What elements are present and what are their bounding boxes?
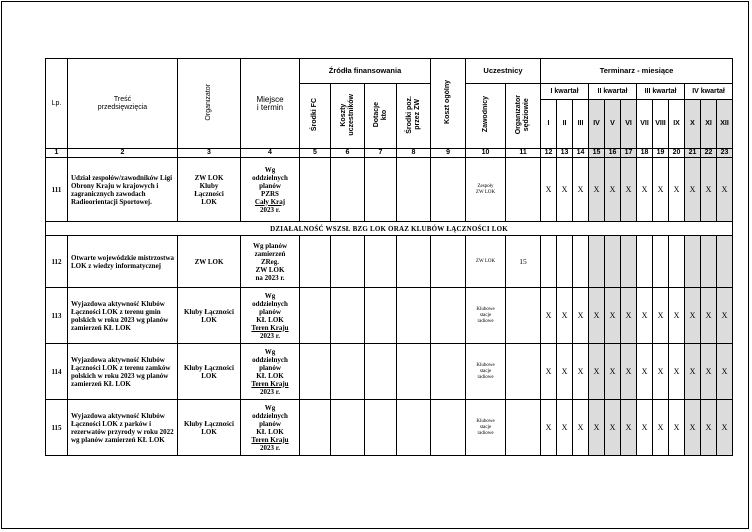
column-number: 22	[701, 149, 717, 158]
month-cell-11: X	[701, 400, 717, 456]
empty-cell	[397, 158, 431, 222]
miejsce-area: Teren Kraju	[251, 435, 289, 444]
row-zawodnicy: ZW LOK	[466, 236, 506, 288]
empty-cell	[331, 344, 365, 400]
month-cell-11	[701, 236, 717, 288]
column-number: 20	[669, 149, 685, 158]
month-header-8: VIII	[653, 100, 669, 149]
month-cell-12: X	[717, 158, 733, 222]
table-row	[46, 288, 733, 344]
column-number: 19	[653, 149, 669, 158]
month-header-7: VII	[637, 100, 653, 149]
miejsce-line: oddzielnych	[252, 173, 288, 182]
month-cell-12: X	[717, 288, 733, 344]
month-cell-8: X	[653, 344, 669, 400]
miejsce-area: Teren Kraju	[251, 323, 289, 332]
row-zawodnicy: Klubowe stacje radiowe	[466, 288, 506, 344]
row-lp: 112	[46, 236, 68, 288]
month-cell-8	[653, 236, 669, 288]
header-uczestnicy: Uczestnicy	[466, 59, 541, 84]
month-cell-7: X	[637, 400, 653, 456]
miejsce-year: 2023 r.	[260, 443, 280, 452]
miejsce-line: Wg planów	[252, 241, 288, 250]
miejsce-line: Wg	[264, 165, 276, 174]
section-title: DZIAŁALNOŚĆ WSZSŁ BZG LOK ORAZ KLUBÓW ŁĄCZNOŚCI LOK	[46, 222, 733, 236]
column-number: 8	[397, 149, 431, 158]
row-organizator: Kluby Łączności LOK	[178, 344, 241, 400]
miejsce-line: Wg	[264, 291, 276, 300]
column-number: 5	[300, 149, 331, 158]
month-cell-7: X	[637, 158, 653, 222]
row-lp: 114	[46, 344, 68, 400]
month-header-6: VI	[621, 100, 637, 149]
month-cell-10: X	[685, 400, 701, 456]
quarter-4: IV kwartał	[685, 84, 733, 100]
column-number: 16	[605, 149, 621, 158]
quarter-3: III kwartał	[637, 84, 685, 100]
miejsce-line: Wg	[264, 403, 276, 412]
month-cell-12	[717, 236, 733, 288]
month-cell-7: X	[637, 344, 653, 400]
month-cell-2: X	[557, 400, 573, 456]
miejsce-area: Cały Kraj	[254, 197, 286, 206]
column-number: 21	[685, 149, 701, 158]
miejsce-line: planów	[259, 419, 281, 428]
row-lp: 111	[46, 158, 68, 222]
month-cell-5	[605, 236, 621, 288]
month-cell-9: X	[669, 288, 685, 344]
month-cell-7: X	[637, 288, 653, 344]
miejsce-line: zamierzeń	[254, 249, 286, 258]
month-cell-6: X	[621, 158, 637, 222]
row-sedziowie: 15	[506, 236, 541, 288]
month-header-9: IX	[669, 100, 685, 149]
row-miejsce	[241, 288, 300, 344]
empty-cell	[365, 400, 397, 456]
column-number: 7	[365, 149, 397, 158]
empty-cell	[300, 288, 331, 344]
month-cell-11: X	[701, 288, 717, 344]
month-header-5: V	[605, 100, 621, 149]
empty-cell	[365, 344, 397, 400]
miejsce-line: ZW LOK	[255, 265, 285, 274]
month-cell-11: X	[701, 158, 717, 222]
column-number: 1	[46, 149, 68, 158]
month-cell-9: X	[669, 344, 685, 400]
miejsce-line: planów	[259, 307, 281, 316]
empty-cell	[300, 158, 331, 222]
row-miejsce	[241, 236, 300, 288]
month-cell-12: X	[717, 344, 733, 400]
month-cell-1: X	[541, 288, 557, 344]
miejsce-line: KŁ LOK	[256, 371, 284, 380]
empty-cell	[331, 236, 365, 288]
month-cell-6: X	[621, 400, 637, 456]
column-number: 9	[431, 149, 466, 158]
miejsce-line: PZRS	[261, 189, 279, 198]
table-row	[46, 158, 733, 222]
row-zawodnicy: Klubowe stacje radiowe	[466, 344, 506, 400]
month-cell-3: X	[573, 158, 589, 222]
month-cell-6	[621, 236, 637, 288]
month-cell-10	[685, 236, 701, 288]
month-cell-3: X	[573, 288, 589, 344]
month-cell-9	[669, 236, 685, 288]
row-miejsce	[241, 344, 300, 400]
row-tresc: Udział zespołów/zawodników Ligi Obrony Kraju w krajowych i zagranicznych zawodach Radioorientacji Sportowej.	[68, 158, 178, 222]
month-cell-9: X	[669, 400, 685, 456]
row-miejsce	[241, 158, 300, 222]
column-number: 2	[68, 149, 178, 158]
month-cell-1	[541, 236, 557, 288]
miejsce-line: planów	[259, 363, 281, 372]
row-tresc: Wyjazdowa aktywność Klubów Łączności LOK z terenu gmin polskich w roku 2023 wg planów zamierzeń KŁ LOK	[68, 288, 178, 344]
row-zawodnicy: Klubowe stacje radiowe	[466, 400, 506, 456]
header-miejsce: Miejsce i termin	[241, 59, 300, 149]
miejsce-line: oddzielnych	[252, 411, 288, 420]
miejsce-year: 2023 r.	[260, 331, 280, 340]
empty-cell	[331, 400, 365, 456]
month-header-12: XII	[717, 100, 733, 149]
row-organizator: Kluby Łączności LOK	[178, 288, 241, 344]
month-cell-5: X	[605, 158, 621, 222]
month-header-11: XI	[701, 100, 717, 149]
month-cell-4: X	[589, 400, 605, 456]
month-cell-7	[637, 236, 653, 288]
column-number: 14	[573, 149, 589, 158]
column-number: 12	[541, 149, 557, 158]
table-row	[46, 400, 733, 456]
header-srodki-zw: Środki poz. przez ZW	[397, 84, 431, 149]
row-sedziowie	[506, 288, 541, 344]
table-row	[46, 344, 733, 400]
month-header-4: IV	[589, 100, 605, 149]
month-cell-6: X	[621, 344, 637, 400]
miejsce-line: KŁ LOK	[256, 315, 284, 324]
header-koszt: Koszt ogólny	[431, 59, 466, 149]
miejsce-line: na 2023 r.	[255, 273, 285, 282]
month-cell-10: X	[685, 158, 701, 222]
row-sedziowie	[506, 400, 541, 456]
empty-cell	[431, 236, 466, 288]
empty-cell	[300, 344, 331, 400]
month-cell-3: X	[573, 400, 589, 456]
empty-cell	[365, 236, 397, 288]
month-cell-11: X	[701, 344, 717, 400]
column-number: 3	[178, 149, 241, 158]
row-tresc: Wyjazdowa aktywność Klubów Łączności LOK z terenu zamków polskich w roku 2023 wg planów zamierzeń KŁ LOK	[68, 344, 178, 400]
miejsce-line: KŁ LOK	[256, 427, 284, 436]
month-cell-1: X	[541, 158, 557, 222]
empty-cell	[431, 288, 466, 344]
quarter-2: II kwartał	[589, 84, 637, 100]
header-zawodnicy: Zawodnicy	[466, 84, 506, 149]
month-cell-6: X	[621, 288, 637, 344]
header-lp: Lp.	[46, 59, 68, 149]
row-tresc: Wyjazdowa aktywność Klubów Łączności LOK z parków i rezerwatów przyrody w roku 2022 wg planów zamierzeń KŁ LOK	[68, 400, 178, 456]
month-cell-2: X	[557, 158, 573, 222]
row-sedziowie	[506, 344, 541, 400]
miejsce-area: Teren Kraju	[251, 379, 289, 388]
empty-cell	[397, 344, 431, 400]
miejsce-line: oddzielnych	[252, 355, 288, 364]
miejsce-line: oddzielnych	[252, 299, 288, 308]
header-terminarz: Terminarz - miesiące	[541, 59, 733, 84]
empty-cell	[365, 288, 397, 344]
section-row	[46, 222, 733, 236]
empty-cell	[431, 400, 466, 456]
header-srodki-fc: Środki FC	[300, 84, 331, 149]
row-organizator: ZW LOK	[178, 236, 241, 288]
month-cell-4: X	[589, 344, 605, 400]
row-organizator: ZW LOK Kluby Łączności LOK	[178, 158, 241, 222]
table-row	[46, 236, 733, 288]
empty-cell	[431, 158, 466, 222]
column-number: 4	[241, 149, 300, 158]
header-sedziowie: Organizator sędziowie	[506, 84, 541, 149]
row-lp: 115	[46, 400, 68, 456]
month-cell-9: X	[669, 158, 685, 222]
row-lp: 113	[46, 288, 68, 344]
miejsce-line: ZReg.	[260, 257, 280, 266]
column-number: 18	[637, 149, 653, 158]
column-number: 17	[621, 149, 637, 158]
month-header-10: X	[685, 100, 701, 149]
empty-cell	[300, 236, 331, 288]
month-cell-4: X	[589, 158, 605, 222]
header-organizator: Organizator	[178, 59, 241, 149]
column-number: 11	[506, 149, 541, 158]
column-number: 10	[466, 149, 506, 158]
header-zrodla: Źródła finansowania	[300, 59, 431, 84]
month-cell-8: X	[653, 288, 669, 344]
plan-table	[45, 58, 733, 456]
miejsce-line: Wg	[264, 347, 276, 356]
month-cell-3	[573, 236, 589, 288]
empty-cell	[300, 400, 331, 456]
month-cell-1: X	[541, 344, 557, 400]
empty-cell	[331, 288, 365, 344]
header-koszty-uczestnikow: Koszty uczestników	[331, 84, 365, 149]
month-cell-5: X	[605, 288, 621, 344]
month-cell-5: X	[605, 344, 621, 400]
month-cell-5: X	[605, 400, 621, 456]
row-organizator: Kluby Łączności LOK	[178, 400, 241, 456]
empty-cell	[397, 288, 431, 344]
header-dotacje: Dotacje kto	[365, 84, 397, 149]
month-cell-10: X	[685, 288, 701, 344]
empty-cell	[365, 158, 397, 222]
month-header-1: I	[541, 100, 557, 149]
column-number: 13	[557, 149, 573, 158]
month-cell-2: X	[557, 344, 573, 400]
month-cell-3: X	[573, 344, 589, 400]
empty-cell	[397, 236, 431, 288]
column-number: 23	[717, 149, 733, 158]
row-zawodnicy: Zespoły ZW LOK	[466, 158, 506, 222]
month-cell-2: X	[557, 288, 573, 344]
empty-cell	[431, 344, 466, 400]
column-number: 6	[331, 149, 365, 158]
miejsce-line: planów	[259, 181, 281, 190]
month-cell-2	[557, 236, 573, 288]
month-cell-8: X	[653, 400, 669, 456]
miejsce-year: 2023 r.	[260, 205, 280, 214]
month-cell-4: X	[589, 288, 605, 344]
quarter-1: I kwartał	[541, 84, 589, 100]
row-tresc: Otwarte wojewódzkie mistrzostwa LOK z wiedzy informatycznej	[68, 236, 178, 288]
empty-cell	[397, 400, 431, 456]
month-header-3: III	[573, 100, 589, 149]
month-header-2: II	[557, 100, 573, 149]
month-cell-10: X	[685, 344, 701, 400]
month-cell-8: X	[653, 158, 669, 222]
column-number: 15	[589, 149, 605, 158]
month-cell-1: X	[541, 400, 557, 456]
miejsce-year: 2023 r.	[260, 387, 280, 396]
row-sedziowie	[506, 158, 541, 222]
empty-cell	[331, 158, 365, 222]
month-cell-4	[589, 236, 605, 288]
header-tresc: Treść przedsięwzięcia	[68, 59, 178, 149]
row-miejsce	[241, 400, 300, 456]
month-cell-12: X	[717, 400, 733, 456]
